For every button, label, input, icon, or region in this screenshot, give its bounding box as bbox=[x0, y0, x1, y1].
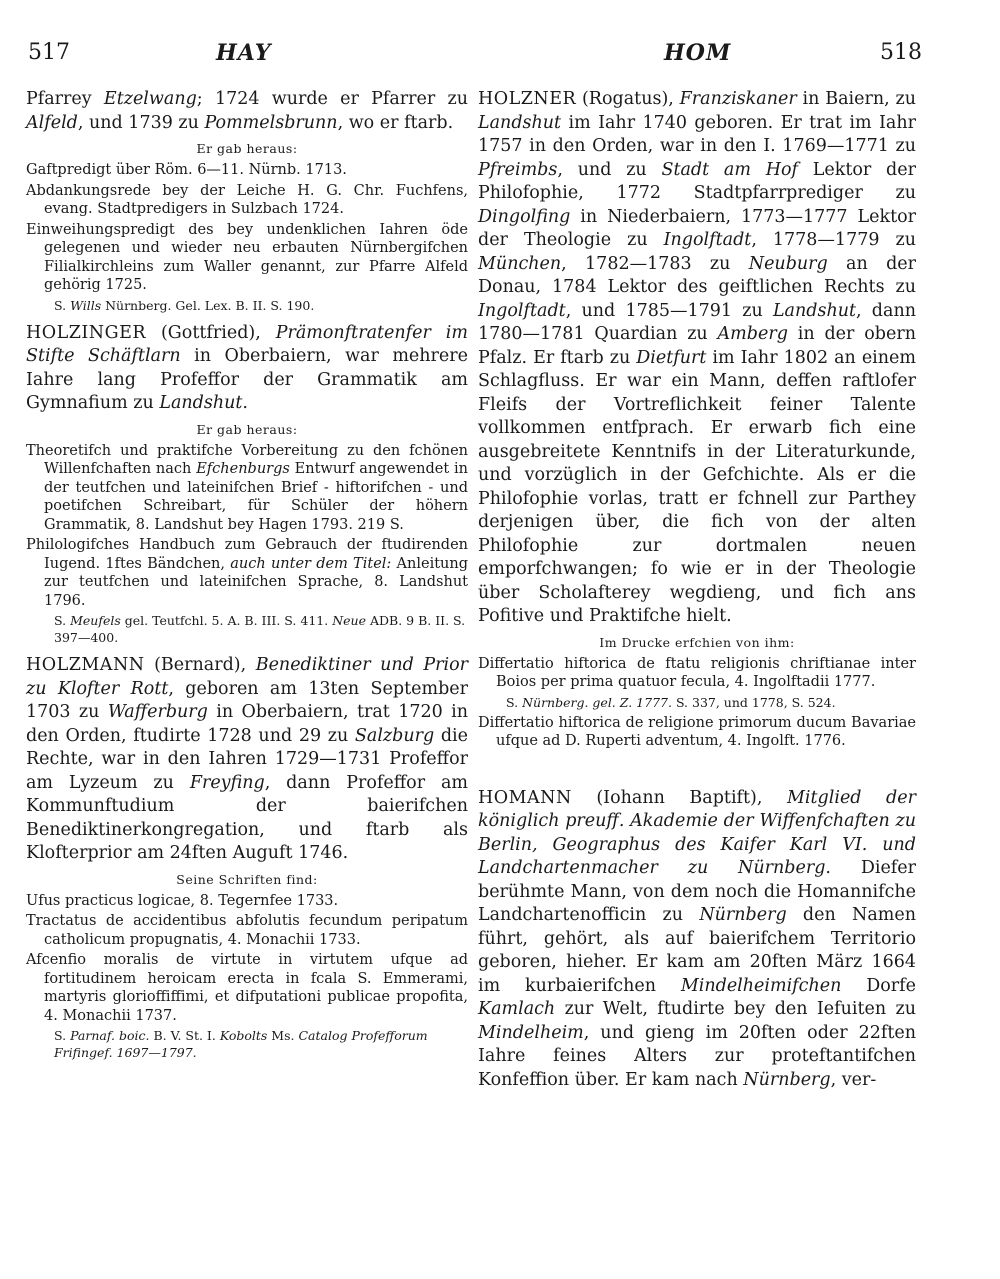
work-entry: Einweihungspredigt des bey undenklichen Iahren öde gelegenen und wieder neu erbauten Nürnbergifchen Filialkirchleins zum Waller genannt, zur Pfarre Alfeld gehörig 1725. bbox=[26, 221, 468, 293]
work-entry: Theoretifch und praktifche Vorbereitung zu den fchönen Willenfchaften nach Efchenburgs Entwurf angewendet in der teutfchen und lateinifchen Brief - hiftorifchen - und poetifchen Schreibart, für Schüler der höhern Grammatik, 8. Landshut bey Hagen 1793. 219 S. bbox=[26, 442, 468, 533]
right-column bbox=[478, 88, 916, 1092]
running-header bbox=[0, 38, 1000, 78]
work-entry: Tractatus de accidentibus abfolutis fecundum peripatum catholicum propugnatis, 4. Monachii 1733. bbox=[26, 913, 468, 948]
entry-name: HOMANN bbox=[478, 787, 572, 808]
entry-homann bbox=[478, 787, 916, 1093]
left-column bbox=[26, 88, 468, 1064]
entry-holzmann bbox=[26, 654, 468, 1061]
works-heading: Seine Schriften find: bbox=[176, 871, 318, 887]
entry-body: HOLZINGER (Gottfried), Prämonftratenfer im Stifte Schäftlarn in Oberbaiern, war mehrere Iahre lang Profeffor der Grammatik am Gymnafium zu Landshut. bbox=[26, 322, 469, 413]
entry-holzner bbox=[478, 88, 916, 751]
entry-body: HOLZMANN (Bernard), Benediktiner und Prior zu Klofter Rott, geboren am 13ten September 1703 zu Wafferburg in Oberbaiern, trat 1720 in den Orden, ftudirte 1728 und 29 zu Salzburg die Rechte, war in den Iahren 1729—1731 Profeffor am Lyzeum zu Freyfing, dann Profeffor am Kommunftudium der baierifchen Benediktinerkongregation, und ftarb als Klofterprior am 24ften Auguft 1746. bbox=[26, 655, 469, 863]
work-entry: Differtatio hiftorica de religione primorum ducum Bavariae ufque ad D. Ruperti adventum, 4. Ingolft. 1776. bbox=[478, 714, 916, 749]
work-entry: Philologifches Handbuch zum Gebrauch der ftudirenden Iugend. 1ftes Bändchen, auch unter dem Titel: Anleitung zur teutfchen und lateinifchen Sprache, 8. Landshut 1796. bbox=[26, 537, 469, 609]
reference-line: S. Wills Nürnberg. Gel. Lex. B. II. S. 190. bbox=[54, 297, 315, 313]
right-headword: HOM bbox=[664, 40, 732, 66]
work-entry: Abdankungsrede bey der Leiche H. G. Chr. Fuchfens, evang. Stadtpredigers in Sulzbach 1724. bbox=[26, 182, 468, 217]
continuation-paragraph: Pfarrey Etzelwang; 1724 wurde er Pfarrer zu Alfeld, und 1739 zu Pommelsbrunn, wo er ftarb. bbox=[26, 89, 468, 133]
left-page-number: 517 bbox=[28, 40, 70, 65]
reference-line: S. Meufels gel. Teutfchl. 5. A. B. III. S. 411. Neue ADB. 9 B. II. S. 397—400. bbox=[54, 613, 466, 645]
works-heading: Er gab heraus: bbox=[196, 141, 298, 156]
entry-body: HOLZNER (Rogatus), Franziskaner in Baiern, zu Landshut im Iahr 1740 geboren. Er trat im Iahr 1757 in den Orden, war in den I. 1769—1771 zu Pfreimbs, und zu Stadt am Hof Lektor der Philofophie, 1772 Stadtpfarrprediger zu Dingolfing in Niederbaiern, 1773—1777 Lektor der Theologie zu Ingolftadt, 1778—1779 zu München, 1782—1783 zu Neuburg an der Donau, 1784 Lektor des geiftlichen Rechts zu Ingolftadt, und 1785—1791 zu Landshut, dann 1780—1781 Quardian zu Amberg in der obern Pfalz. Er ftarb zu Dietfurt im Iahr 1802 an einem Schlagfluss. Er war ein Mann, deffen raftlofer Fleifs der Vortreflichkeit feiner Talente vollkommen entfprach. Er erwarb fich eine ausgebreitete Kenntnifs in der Literaturkunde, und vorzüglich in der Gefchichte. Als er die Philofophie vorlas, tratt er fchnell zur Parthey derjenigen über, die fich von der alten Philofophie zur dortmalen neuen emporfchwangen; fo wie er in der Theologie über Scholafterey wegdieng, und fich ans Pofitive und Praktifche hielt. bbox=[478, 89, 916, 626]
work-entry: Gaftpredigt über Röm. 6—11. Nürnb. 1713. bbox=[26, 162, 347, 178]
work-entry: Ufus practicus logicae, 8. Tegernfee 1733. bbox=[26, 892, 339, 909]
reference-line: S. Parnaf. boic. B. V. St. I. Kobolts Ms. Catalog Profefforum Frifingef. 1697—1797. bbox=[54, 1028, 428, 1060]
entry-name: HOLZINGER bbox=[26, 322, 147, 343]
entry-holzinger bbox=[26, 322, 468, 647]
work-entry: Afcenfio moralis de virtute in virtutem ufque ad fortitudinem heroicam erecta in fcala S. Emmerami, martyris glorioffiffimi, et difputationi publicae propofita, 4. Monachii 1737. bbox=[26, 952, 468, 1024]
works-heading: Im Drucke erfchien von ihm: bbox=[599, 634, 795, 650]
left-headword: HAY bbox=[216, 40, 272, 66]
works-heading: Er gab heraus: bbox=[196, 421, 298, 437]
work-entry: Differtatio hiftorica de ftatu religionis chriftianae inter Boios per prima quatuor fecula, 4. Ingolftadii 1777. bbox=[478, 655, 916, 690]
entry-body: HOMANN (Iohann Baptift), Mitglied der königlich preuff. Akademie der Wiffenfchaften zu Berlin, Geographus des Kaifer Karl VI. und Landchartenmacher zu Nürnberg. Diefer berühmte Mann, von dem noch die Homannifche Landchartenofficin zu Nürnberg den Namen führt, gehört, als auf baierifchem Territorio geboren, hieher. Er kam am 20ften März 1664 im kurbaierifchen Mindelheimifchen Dorfe Kamlach zur Welt, ftudirte bey den Iefuiten zu Mindelheim, und gieng im 20ften oder 22ften Iahre feines Alters zur proteftantifchen Konfeffion über. Er kam nach Nürnberg, ver- bbox=[478, 787, 916, 1090]
entry-name: HOLZNER bbox=[478, 89, 577, 109]
reference-line: S. Nürnberg. gel. Z. 1777. S. 337, und 1778, S. 524. bbox=[506, 694, 836, 710]
entry-name: HOLZMANN bbox=[26, 655, 145, 675]
right-page-number: 518 bbox=[880, 40, 922, 65]
